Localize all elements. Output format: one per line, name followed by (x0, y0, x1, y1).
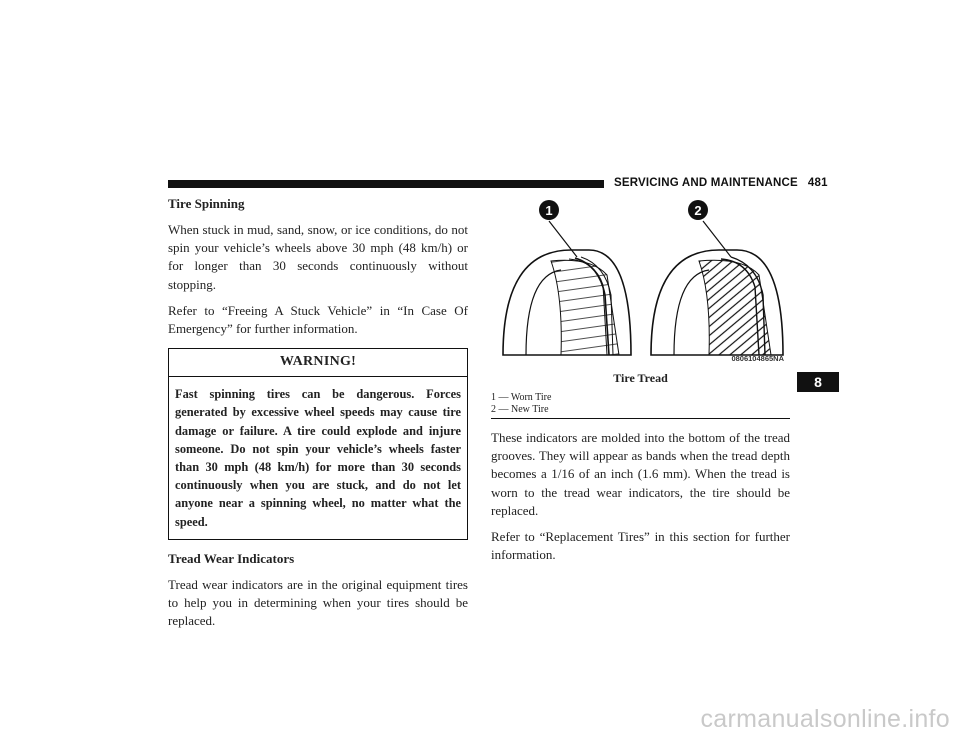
left-column (168, 195, 468, 638)
callout-2-label: 2 (694, 203, 702, 218)
heading-tire-spinning: Tire Spinning (168, 196, 245, 211)
paragraph-tire-spinning: When stuck in mud, sand, snow, or ice conditions, do not spin your vehicle’s wheels above 30 mph (48 km/h) or for longer than 30 seconds continuously without stopping. (168, 222, 468, 292)
right-column (491, 195, 790, 572)
callout-1-label: 1 (545, 203, 553, 218)
running-header (614, 177, 828, 189)
tire-tread-figure (491, 195, 790, 367)
section-title: SERVICING AND MAINTENANCE (614, 177, 798, 189)
warning-text: Fast spinning tires can be dangerous. Forces generated by excessive wheel speeds may cause tire damage or failure. A tire could explode and injure someone. Do not spin your vehicle’s wheels faster than 30 mph (48 km/h) for more than 30 seconds continuously when you are stuck, and do not let anyone near a spinning wheel, no matter what the speed. (175, 387, 461, 529)
callout-2 (688, 200, 708, 220)
worn-tire-icon (503, 221, 631, 355)
paragraph-tread-wear: Tread wear indicators are in the original equipment tires to help you in determining when your tires should be replaced. (168, 576, 468, 629)
new-tire-icon (651, 221, 783, 355)
paragraph-indicators: These indicators are molded into the bottom of the tread grooves. They will appear as bands when the tread depth becomes a 1/16 of an inch (1.6 mm). When the tread is worn to the tread wear indicators, the tire should be replaced. (491, 430, 790, 518)
tire-illustration (491, 195, 790, 367)
heading-tread-wear: Tread Wear Indicators (168, 550, 295, 566)
header-rule (168, 180, 604, 188)
warning-box (168, 348, 468, 540)
figure-legend (491, 392, 790, 416)
figure-caption: Tire Tread (613, 371, 668, 385)
watermark: carmanualsonline.info (700, 705, 950, 733)
chapter-tab: 8 (797, 372, 839, 392)
warning-title: WARNING! (169, 349, 467, 377)
legend-item-new: 2 — New Tire (491, 404, 549, 415)
legend-divider (491, 418, 790, 419)
legend-item-worn: 1 — Worn Tire (491, 392, 552, 403)
callout-1 (539, 200, 559, 220)
figure-code: 0806104865NA (731, 354, 784, 363)
paragraph-refer-replacement: Refer to “Replacement Tires” in this section for further information. (491, 529, 790, 563)
page-number: 481 (807, 177, 828, 189)
paragraph-refer-stuck-vehicle: Refer to “Freeing A Stuck Vehicle” in “In Case Of Emergency” for further information. (168, 302, 468, 337)
